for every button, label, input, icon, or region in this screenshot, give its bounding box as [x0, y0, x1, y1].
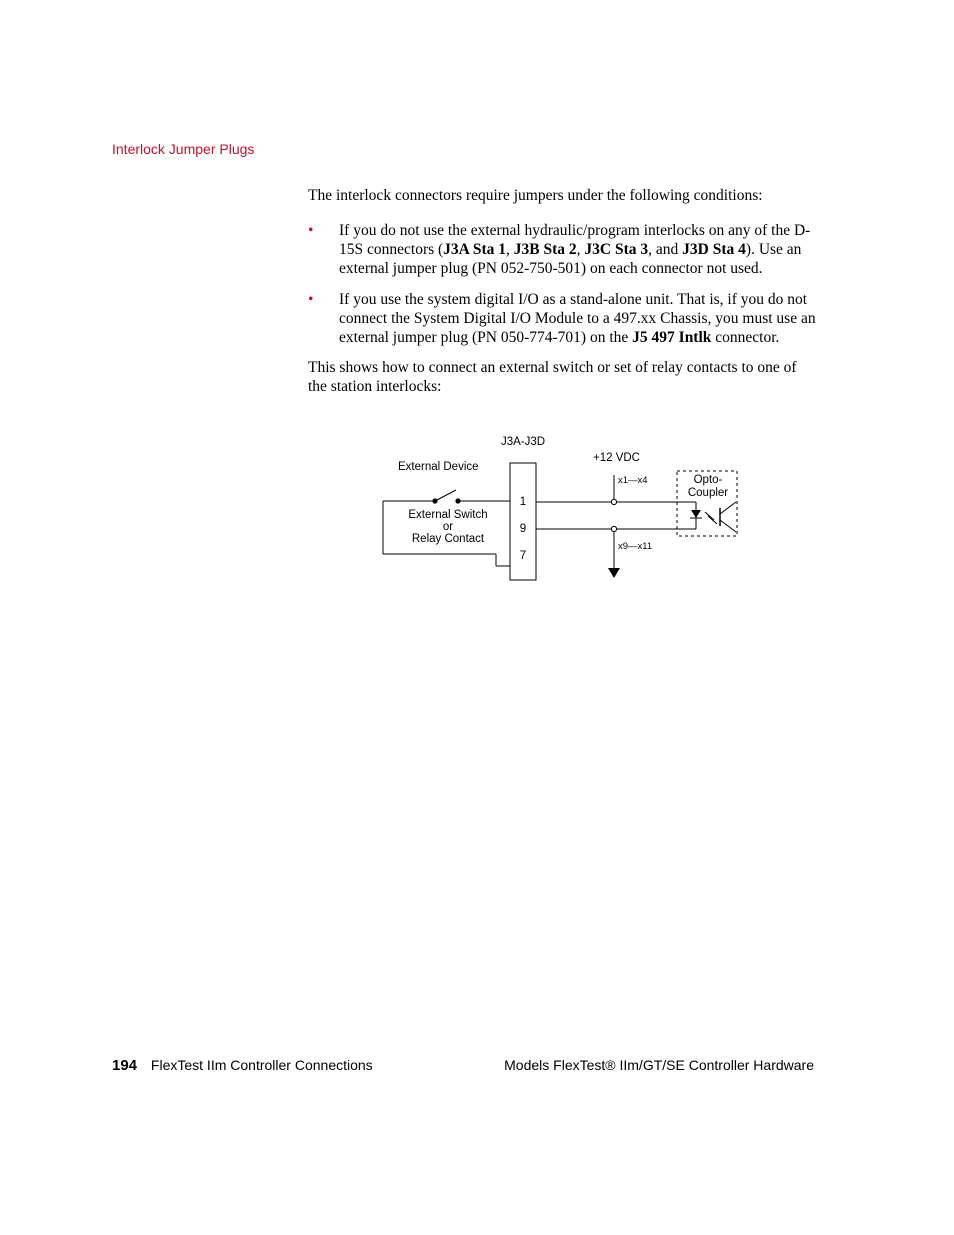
pin-7-label: 7: [519, 550, 527, 562]
connector-body: [510, 463, 536, 580]
footer-section-title: FlexTest IIm Controller Connections: [150, 1057, 373, 1073]
bullet-text: If you do not use the external hydraulic/program interlocks on any of the D-15S connectors (J3A Sta 1, J3B Sta 2, J3C Sta 3, and J3D Sta 4). Use an external jumper plug (PN 052-750-501) on each connector not used.: [339, 222, 811, 277]
bullet-item-2: [308, 290, 818, 347]
interlock-wiring-diagram: [380, 430, 760, 590]
external-device-label: External Device: [398, 461, 479, 473]
footer-left: [112, 1057, 373, 1074]
footer-right: Models FlexTest® IIm/GT/SE Controller Hardware: [504, 1057, 814, 1073]
range-top-label: x1—x4: [618, 475, 648, 486]
range-bottom-label: x9—x11: [618, 541, 653, 552]
pin-1-label: 1: [519, 496, 527, 508]
outro-paragraph: This shows how to connect an external switch or set of relay contacts to one of the station interlocks:: [308, 359, 797, 395]
bullet-text: If you use the system digital I/O as a stand-alone unit. That is, if you do not connect the System Digital I/O Module to a 497.xx Chassis, you must use an external jumper plug (PN 050-774-701) on the J5 497 Intlk connector.: [339, 291, 816, 346]
switch-label-2: or: [442, 521, 454, 533]
switch-label-1: External Switch: [408, 509, 488, 521]
connector-label: J3A-J3D: [501, 436, 546, 448]
bullet-marker: •: [308, 291, 314, 308]
section-header: Interlock Jumper Plugs: [112, 141, 255, 157]
page-number: 194: [112, 1057, 138, 1074]
opto-label-2: Coupler: [687, 487, 729, 499]
intro-paragraph: The interlock connectors require jumpers under the following conditions:: [308, 187, 763, 204]
switch-label-3: Relay Contact: [411, 533, 485, 545]
bullet-item-1: [308, 221, 818, 278]
ground-arrow-icon: [608, 568, 620, 578]
pin-9-label: 9: [519, 523, 527, 535]
supply-label: +12 VDC: [593, 452, 640, 464]
wiring: [536, 475, 696, 578]
bullet-marker: •: [308, 222, 314, 239]
opto-label-1: Opto-: [693, 474, 723, 486]
led-icon: [691, 510, 701, 518]
